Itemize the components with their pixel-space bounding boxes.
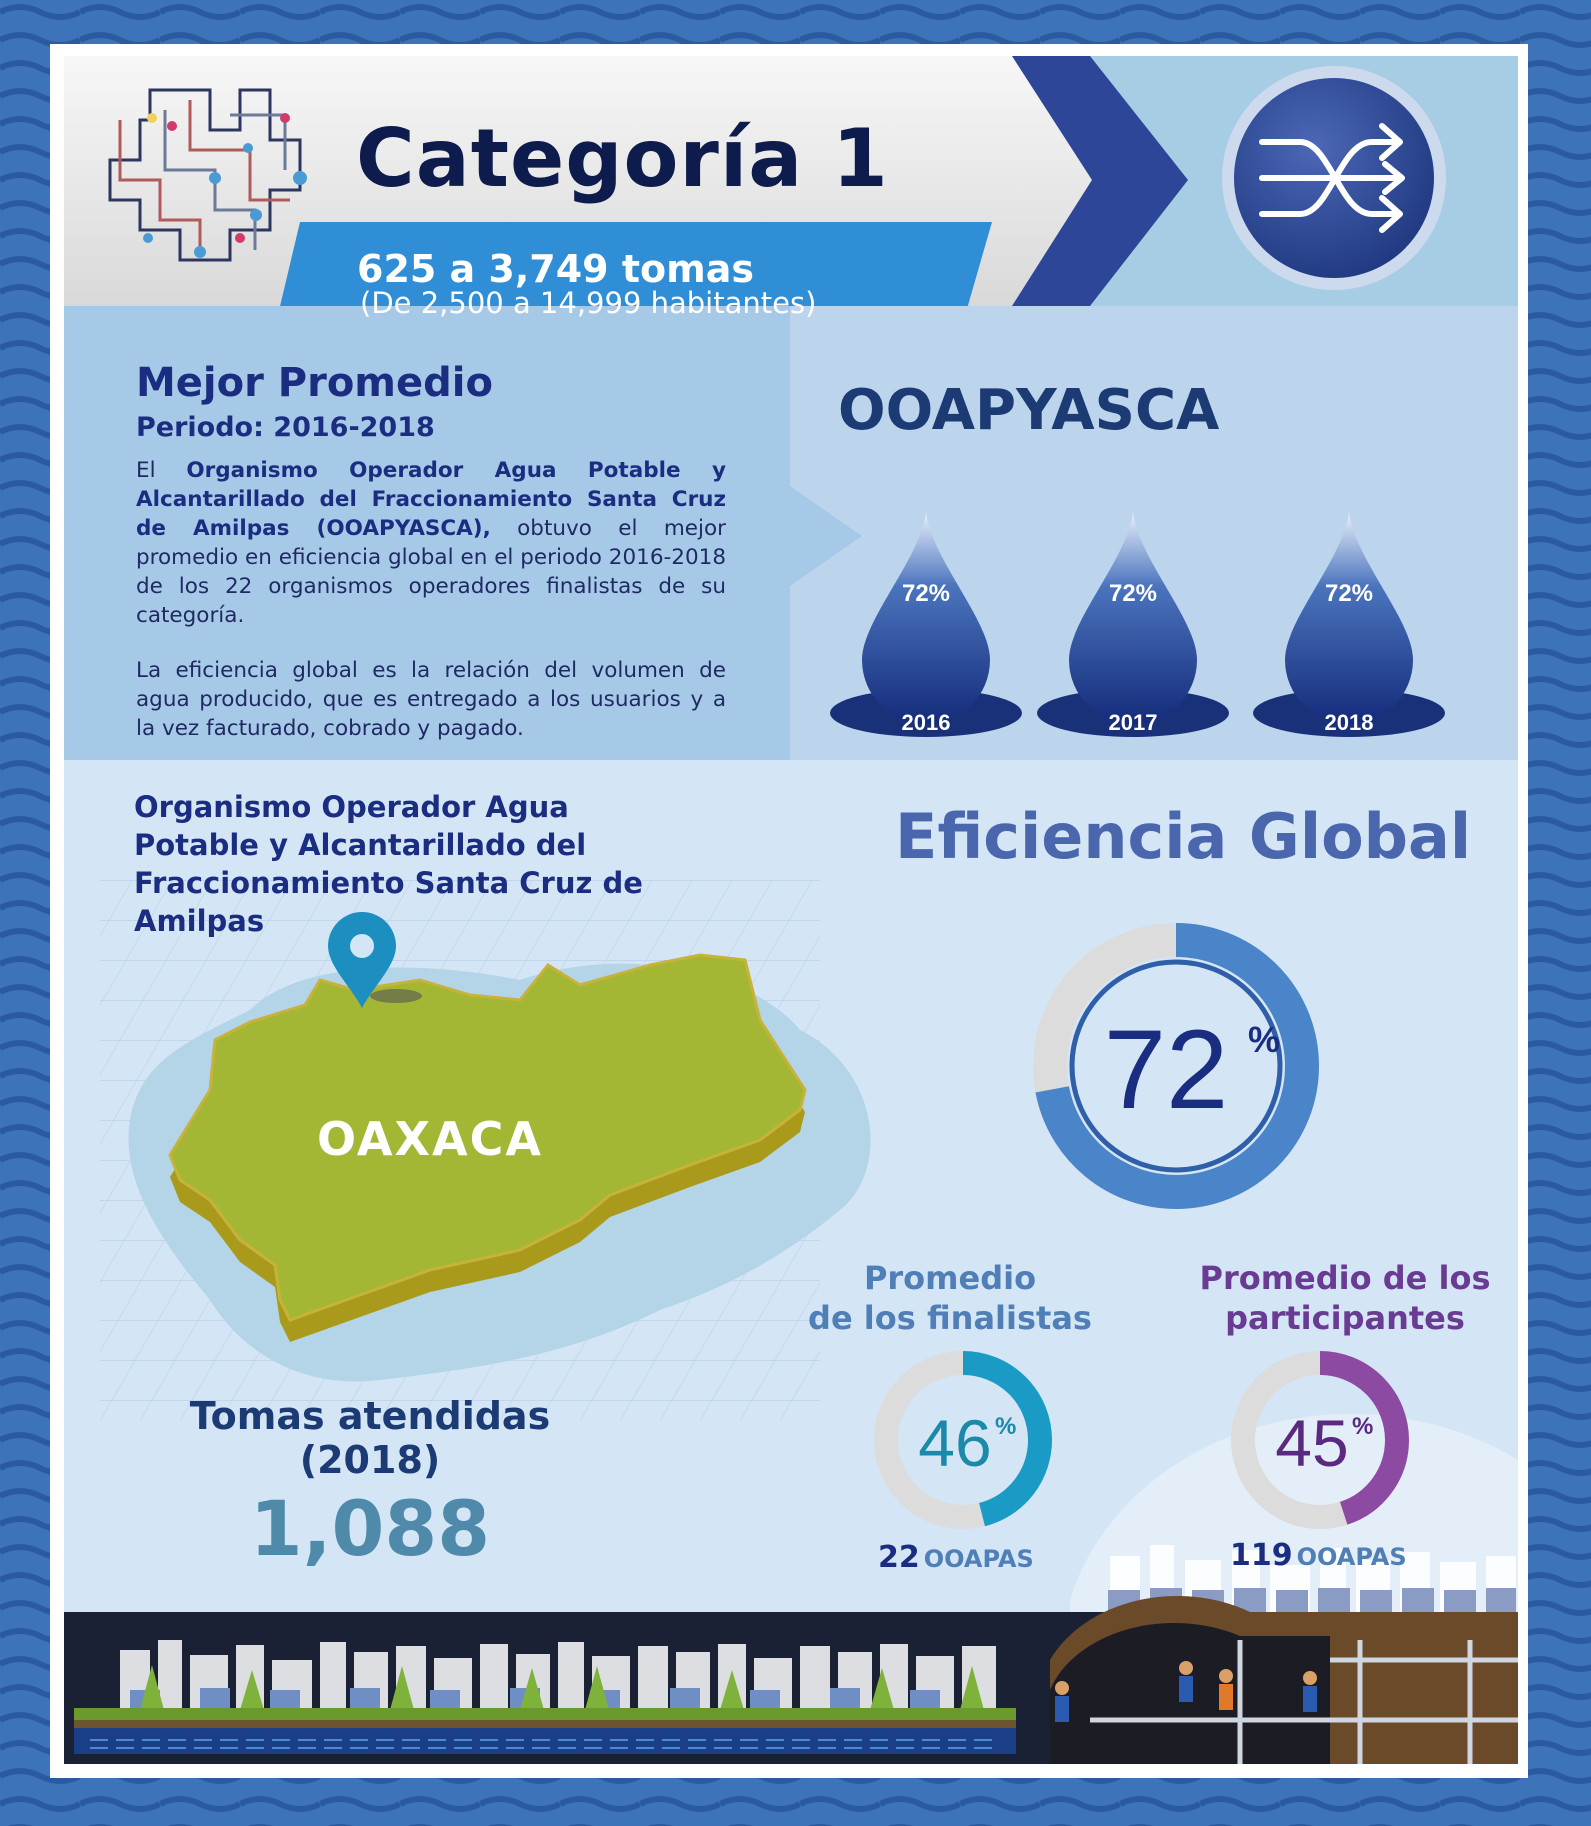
- best-average-description: [136, 456, 726, 630]
- global-efficiency-title: Eficiencia Global: [895, 800, 1472, 873]
- org-name-bold: Organismo Operador Agua Potable y Alcantarillado del Fraccionamiento Santa Cruz de Amilpas (OOAPYASCA),: [136, 458, 726, 541]
- connections-label-line1: Tomas atendidas: [189, 1394, 551, 1438]
- connections-value: 1,088: [249, 1484, 491, 1573]
- drop-2016-year: 2016: [901, 710, 951, 735]
- drop-2017-value: 72%: [1108, 580, 1158, 607]
- global-efficiency-unit: %: [1248, 1019, 1281, 1060]
- participants-count-unit: OOAPAS: [1296, 1543, 1407, 1571]
- participants-value: 45: [1275, 1406, 1349, 1480]
- finalists-count-number: 22: [878, 1540, 920, 1575]
- soil-strip: [74, 1720, 1016, 1728]
- best-average-title: Mejor Promedio: [136, 360, 493, 406]
- finalists-count: [878, 1540, 1034, 1575]
- connections-label-line2: (2018): [299, 1438, 441, 1482]
- state-label: OAXACA: [317, 1112, 543, 1166]
- participants-count: [1230, 1538, 1407, 1573]
- efficiency-definition: La eficiencia global es la relación del volumen de agua producido, que es entregado a los usuarios y a la vez facturado, cobrado y pagado.: [136, 658, 726, 741]
- connections-label: [160, 1394, 580, 1482]
- finalists-unit: %: [995, 1413, 1017, 1440]
- best-average-period: Periodo: 2016-2018: [136, 412, 435, 443]
- ground-strip: [74, 1708, 1016, 1720]
- pin-shadow: [370, 989, 422, 1003]
- drop-2018-year: 2018: [1324, 710, 1374, 735]
- participants-unit: %: [1352, 1413, 1374, 1440]
- global-efficiency-value: 72: [1103, 1007, 1229, 1132]
- drop-2018-value: 72%: [1324, 580, 1374, 607]
- category-range: 625 a 3,749 tomas: [357, 247, 754, 291]
- organization-full-name: Organismo Operador Agua Potable y Alcantarillado del Fraccionamiento Santa Cruz de Amilpas: [134, 790, 643, 938]
- participants-title-line1: Promedio de los: [1199, 1259, 1491, 1297]
- organization-acronym: OOAPYASCA: [838, 378, 1220, 443]
- intro-rest: obtuvo el mejor promedio en eficiencia global en el periodo 2016-2018 de los 22 organismos operadores finalistas de su categoría.: [136, 516, 726, 628]
- participants-title: [1175, 1258, 1515, 1338]
- participants-title-line2: participantes: [1225, 1299, 1465, 1337]
- category-population: (De 2,500 a 14,999 habitantes): [360, 286, 817, 320]
- participants-count-number: 119: [1230, 1538, 1293, 1573]
- finalists-count-unit: OOAPAS: [923, 1545, 1034, 1573]
- drop-2017-year: 2017: [1108, 710, 1158, 735]
- drop-2016-value: 72%: [901, 580, 951, 607]
- finalists-value: 46: [918, 1406, 992, 1480]
- finalists-title-line1: Promedio: [863, 1259, 1037, 1297]
- category-title: Categoría 1: [356, 112, 889, 205]
- finalists-title-line2: de los finalistas: [808, 1299, 1092, 1337]
- intro-prefix: El: [136, 458, 156, 483]
- finalists-title: [790, 1258, 1110, 1338]
